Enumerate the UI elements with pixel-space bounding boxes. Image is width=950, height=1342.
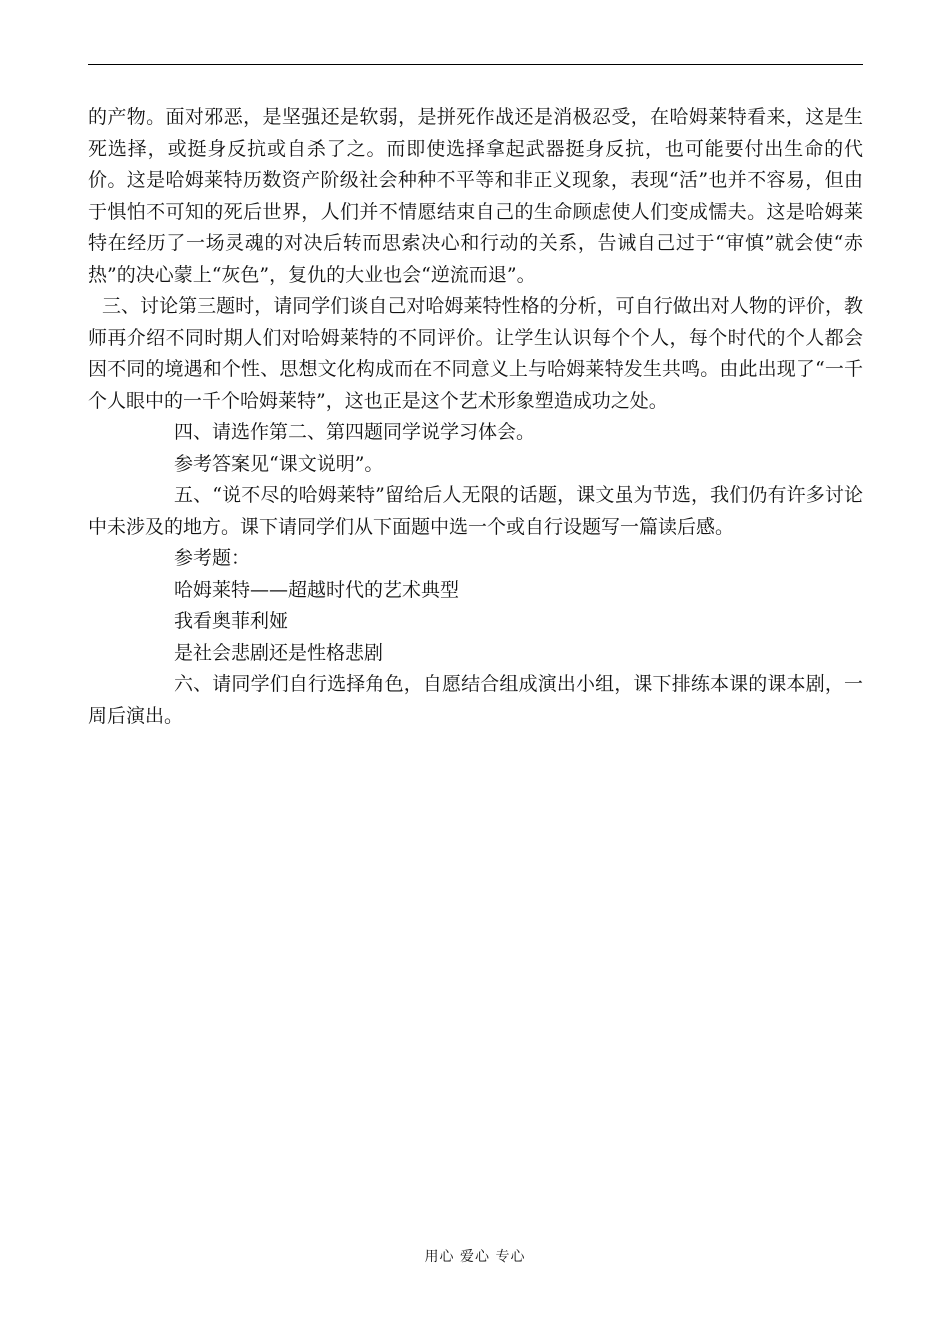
reference-topic-3: 是社会悲剧还是性格悲剧	[174, 641, 384, 664]
reference-topic-2: 我看奥菲利娅	[174, 610, 289, 632]
header-rule	[88, 64, 863, 65]
paragraph-reference-answer: 参考答案见“课文说明”。	[174, 452, 384, 475]
paragraph-continuation: 的产物。面对邪恶，是坚强还是软弱，是拼死作战还是消极忍受，在哈姆莱特看来，这是生死选择，或挺身反抗或自杀了之。而即使选择拿起武器挺身反抗，也可能要付出生命的代价。这是哈姆莱特历数资产阶级社会种种不平等和非正义现象，表现“活”也并不容易，但由于惧怕不可知的死后世界，人们并不情愿结束自己的生命顾虑使人们变成懦夫。这是哈姆莱特在经历了一场灵魂的对决后转而思索决心和行动的关系，告诫自己过于“审慎”就会使“赤热”的决心蒙上“灰色”，复仇的大业也会“逆流而退”。	[88, 106, 863, 286]
paragraph-item-four: 四、请选作第二、第四题同学说学习体会。	[174, 421, 536, 443]
reference-topics-heading: 参考题：	[174, 547, 251, 569]
paragraph-item-three: 三、讨论第三题时，请同学们谈自己对哈姆莱特性格的分析，可自行做出对人物的评价，教师再介绍不同时期人们对哈姆莱特的不同评价。让学生认识每个个人，每个时代的个人都会因不同的境遇和个性、思想文化构成而在不同意义上与哈姆莱特发生共鸣。由此出现了“一千个人眼中的一千个哈姆莱特”，这也正是这个艺术形象塑造成功之处。	[88, 295, 863, 412]
paragraph-item-six: 六、请同学们自行选择角色，自愿结合组成演出小组，课下排练本课的课本剧，一周后演出。	[88, 673, 863, 727]
page-footer: 用心 爱心 专心	[424, 1249, 526, 1265]
paragraph-item-five: 五、“说不尽的哈姆莱特”留给后人无限的话题，课文虽为节选，我们仍有许多讨论中未涉及的地方。课下请同学们从下面题中选一个或自行设题写一篇读后感。	[88, 484, 863, 538]
reference-topic-1: 哈姆莱特——超越时代的艺术典型	[174, 578, 460, 601]
document-body	[88, 102, 863, 732]
